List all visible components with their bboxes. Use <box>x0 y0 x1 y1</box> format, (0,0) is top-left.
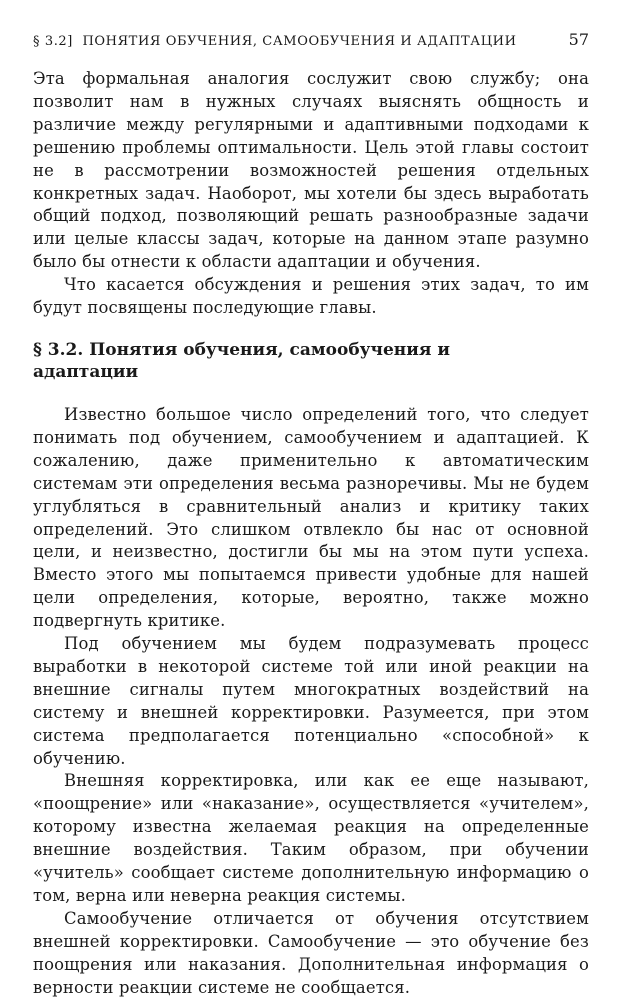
paragraph: Самообучение отличается от обучения отсутствием внешней корректировки. Самообучение — это обучение без поощрения или наказания. Дополнительная информация о верности реакции системе не сообщается. <box>33 908 589 997</box>
running-head-title: ПОНЯТИЯ ОБУЧЕНИЯ, САМООБУЧЕНИЯ И АДАПТАЦИИ <box>82 34 517 49</box>
paragraph: Эта формальная аналогия сослужит свою службу; она позволит нам в нужных случаях выяснять общность и различие между регулярными и адаптивными подходами к решению проблемы оптимальности. Цель этой главы состоит не в рассмотрении возможностей решения отдельных конкретных задач. Наоборот, мы хотели бы здесь выработать общий подход, позволяющий решать разнообразные задачи или целые классы задач, которые на данном этапе разумно было бы отнести к области адаптации и обучения. <box>33 69 589 272</box>
running-head-left <box>33 34 517 49</box>
running-head-section-ref: § 3.2] <box>33 34 73 49</box>
paragraph: Известно большое число определений того, что следует понимать под обучением, самообучением и адаптацией. К сожалению, даже применительно к автоматическим системам эти определения весьма разноречивы. Мы не будем углубляться в сравнительный анализ и критику таких определений. Это слишком отвлекло бы нас от основной цели, и неизвестно, достигли бы мы на этом пути успеха. Вместо этого мы попытаемся привести удобные для нашей цели определения, которые, вероятно, также можно подвергнуть критике. <box>33 404 589 631</box>
book-page <box>33 30 589 1000</box>
paragraph: Что касается обсуждения и решения этих задач, то им будут посвящены последующие главы. <box>33 275 589 318</box>
running-head <box>33 30 589 52</box>
page-number: 57 <box>568 30 589 49</box>
paragraph: Под обучением мы будем подразумевать процесс выработки в некоторой системе той или иной реакции на внешние сигналы путем многократных воздействий на систему и внешней корректировки. Разумеется, при этом система предполагается потенциально «способной» к обучению. <box>33 634 589 768</box>
body-text <box>33 68 589 1000</box>
paragraph: Внешняя корректировка, или как ее еще называют, «поощрение» или «наказание», осуществляется «учителем», которому известна желаемая реакция на определенные внешние воздействия. Таким образом, при обучении «учитель» сообщает системе дополнительную информацию о том, верна или неверна реакция системы. <box>33 771 589 905</box>
section-heading: § 3.2. Понятия обучения, самообучения и адаптации <box>33 339 450 382</box>
